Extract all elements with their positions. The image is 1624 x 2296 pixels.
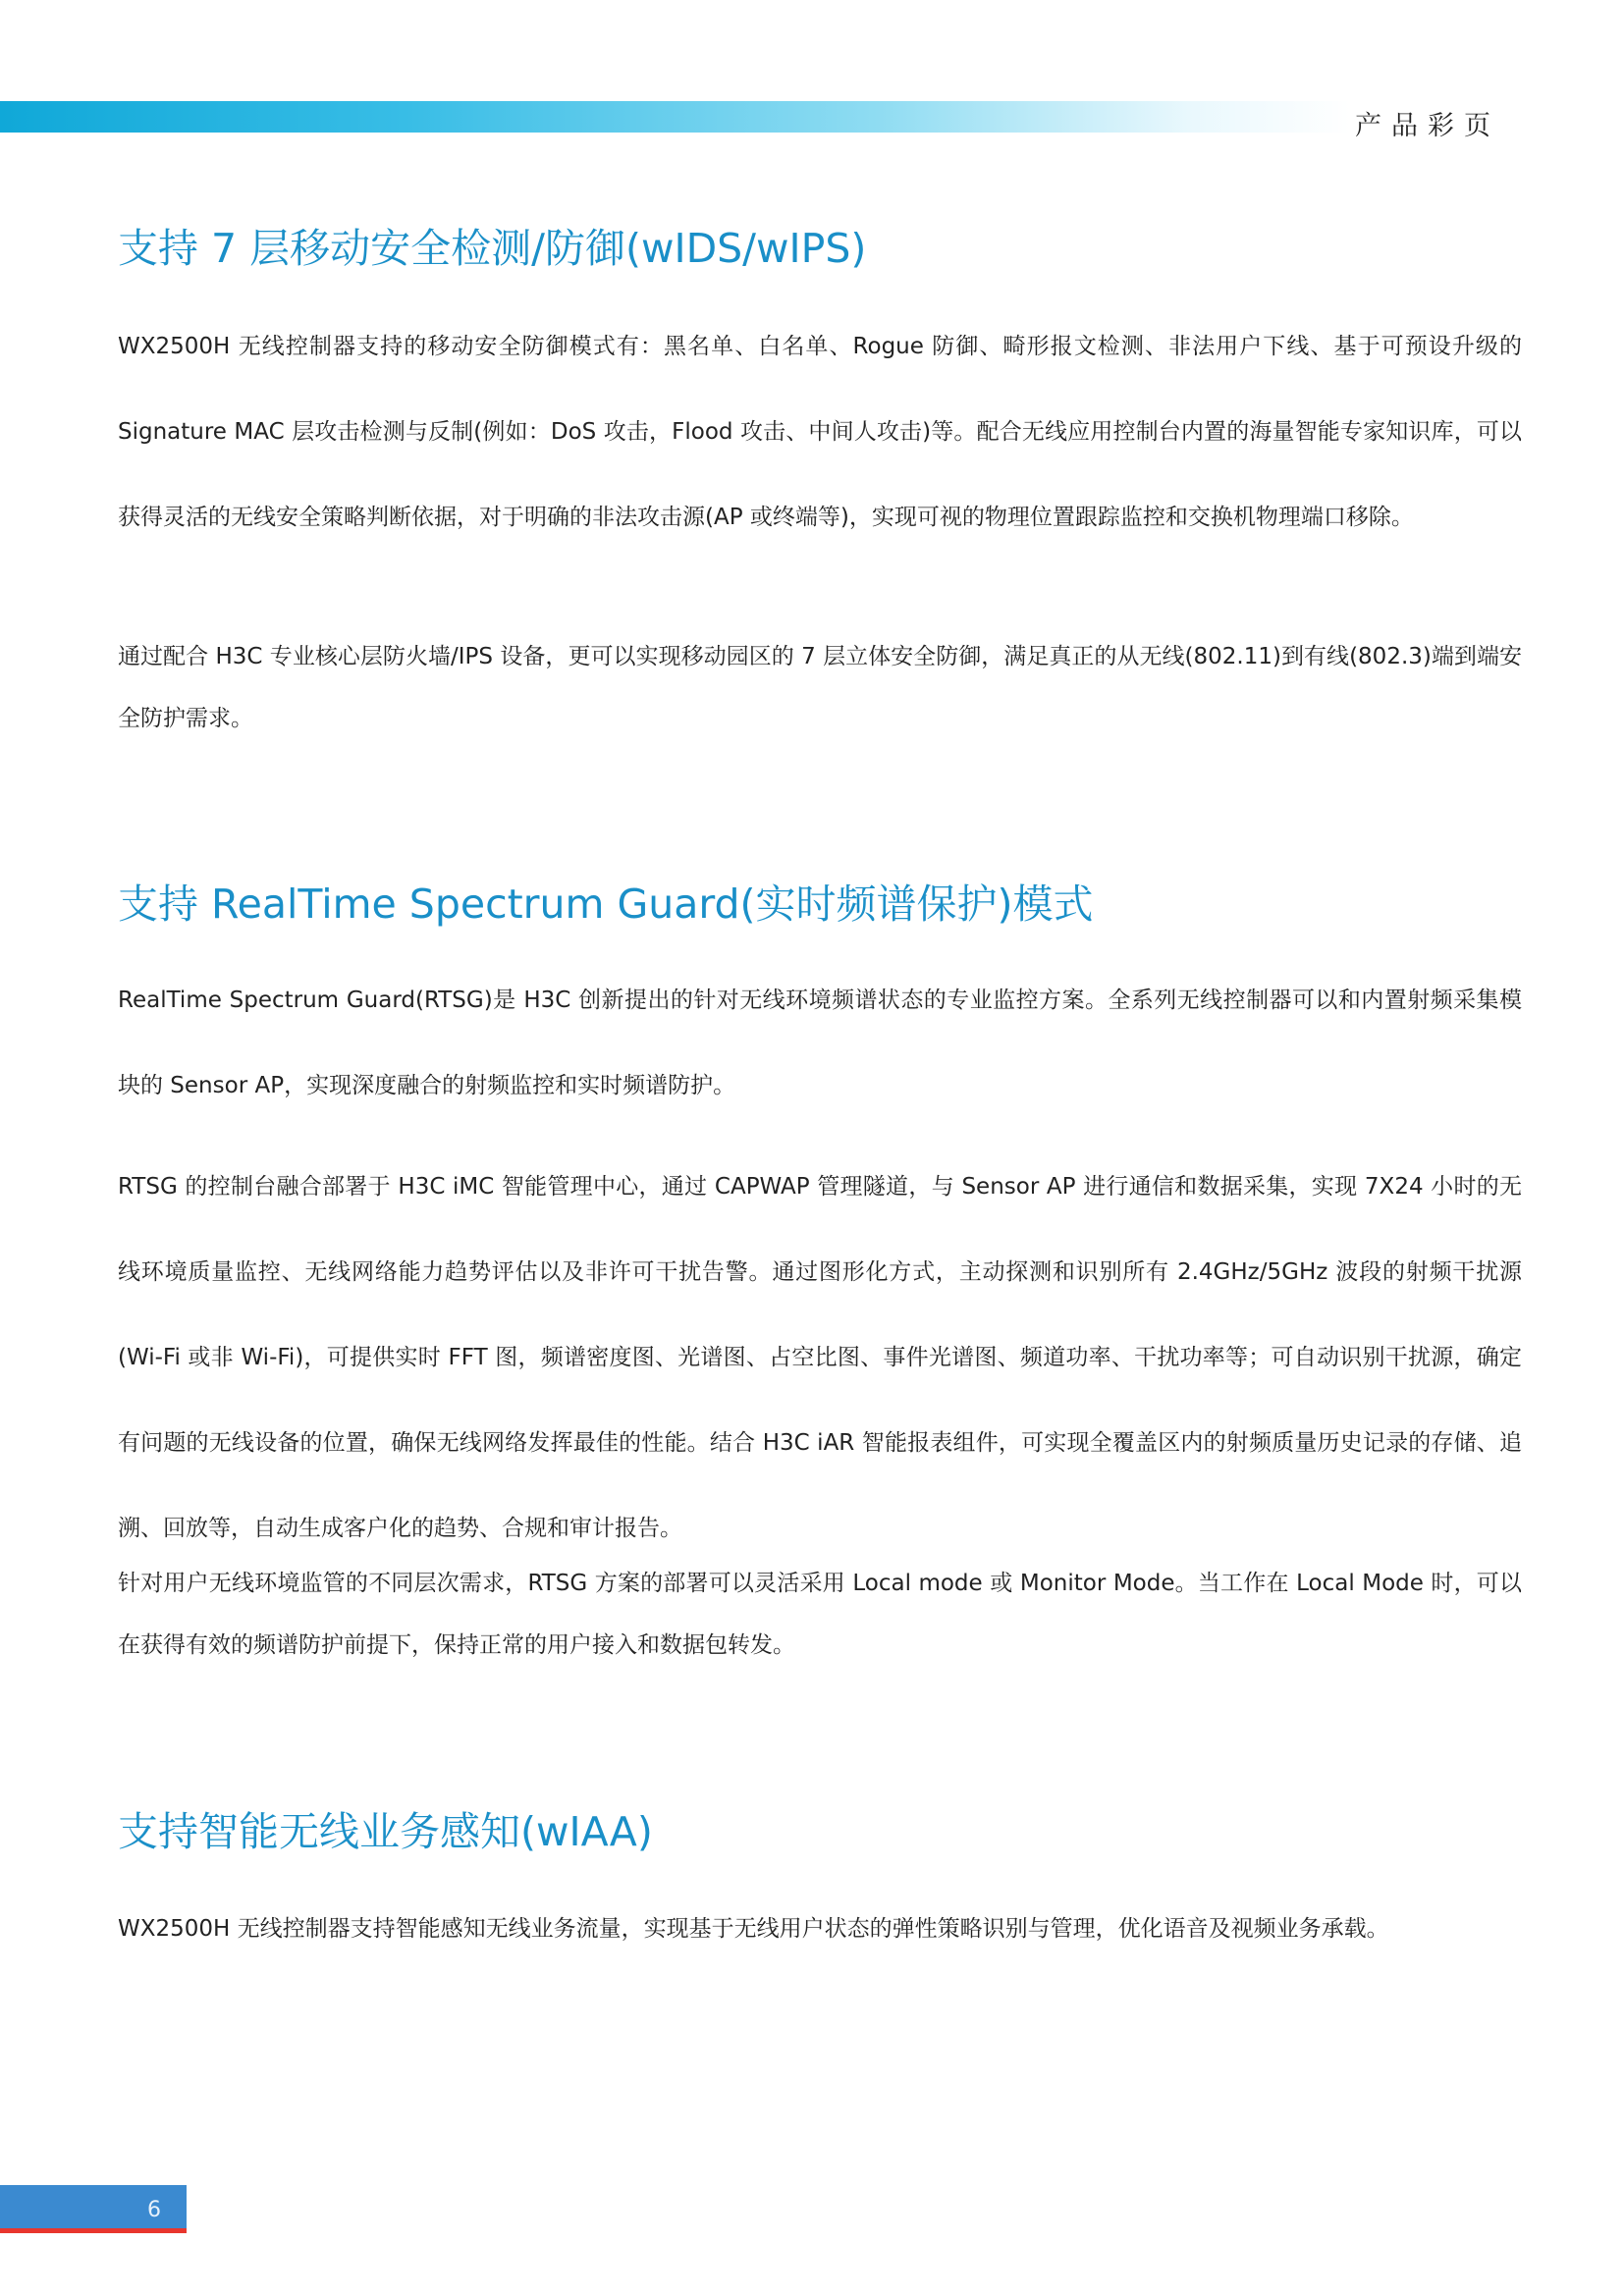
section-paragraph: WX2500H 无线控制器支持智能感知无线业务流量，实现基于无线用户状态的弹性策略识别与管理，优化语音及视频业务承载。	[118, 1916, 1389, 1942]
section-paragraph: 针对用户无线环境监管的不同层次需求，RTSG 方案的部署可以灵活采用 Local mode 或 Monitor Mode。当工作在 Local Mode 时，可以在获得有效的频谱防护前提下，保持正常的用户接入和数据包转发。	[118, 1571, 1522, 1658]
footer-accent-line	[0, 2228, 187, 2233]
section-paragraph: RTSG 的控制台融合部署于 H3C iMC 智能管理中心，通过 CAPWAP 管理隧道，与 Sensor AP 进行通信和数据采集，实现 7X24 小时的无线环境质量监控、无线网络能力趋势评估以及非许可干扰告警。通过图形化方式，主动探测和识别所有 2.4GHz/5GHz 波段的射频干扰源(Wi-Fi 或非 Wi-Fi)，可提供实时 FFT 图，频谱密度图、光谱图、占空比图、事件光谱图、频道功率、干扰功率等；可自动识别干扰源，确定有问题的无线设备的位置，确保无线网络发挥最佳的性能。结合 H3C iAR 智能报表组件，可实现全覆盖区内的射频质量历史记录的存储、追溯、回放等，自动生成客户化的趋势、合规和审计报告。	[118, 1174, 1522, 1541]
page-number: 6	[147, 2198, 161, 2222]
section-heading-wiaa: 支持智能无线业务感知(wIAA)	[118, 1808, 653, 1855]
section-heading-rtsg: 支持 RealTime Spectrum Guard(实时频谱保护)模式	[118, 881, 1094, 928]
header-label: 产品彩页	[1355, 111, 1500, 141]
section-paragraph: 通过配合 H3C 专业核心层防火墙/IPS 设备，更可以实现移动园区的 7 层立体安全防御，满足真正的从无线(802.11)到有线(802.3)端到端安全防护需求。	[118, 644, 1522, 731]
section-heading-wids: 支持 7 层移动安全检测/防御(wIDS/wIPS)	[118, 225, 867, 272]
header-gradient-bar	[0, 101, 1350, 133]
section-paragraph: RealTime Spectrum Guard(RTSG)是 H3C 创新提出的针对无线环境频谱状态的专业监控方案。全系列无线控制器可以和内置射频采集模块的 Sensor AP，实现深度融合的射频监控和实时频谱防护。	[118, 988, 1522, 1098]
section-paragraph: WX2500H 无线控制器支持的移动安全防御模式有：黑名单、白名单、Rogue 防御、畸形报文检测、非法用户下线、基于可预设升级的 Signature MAC 层攻击检测与反制(例如：DoS 攻击，Flood 攻击、中间人攻击)等。配合无线应用控制台内置的海量智能专家知识库，可以获得灵活的无线安全策略判断依据，对于明确的非法攻击源(AP 或终端等)，实现可视的物理位置跟踪监控和交换机物理端口移除。	[118, 334, 1522, 530]
